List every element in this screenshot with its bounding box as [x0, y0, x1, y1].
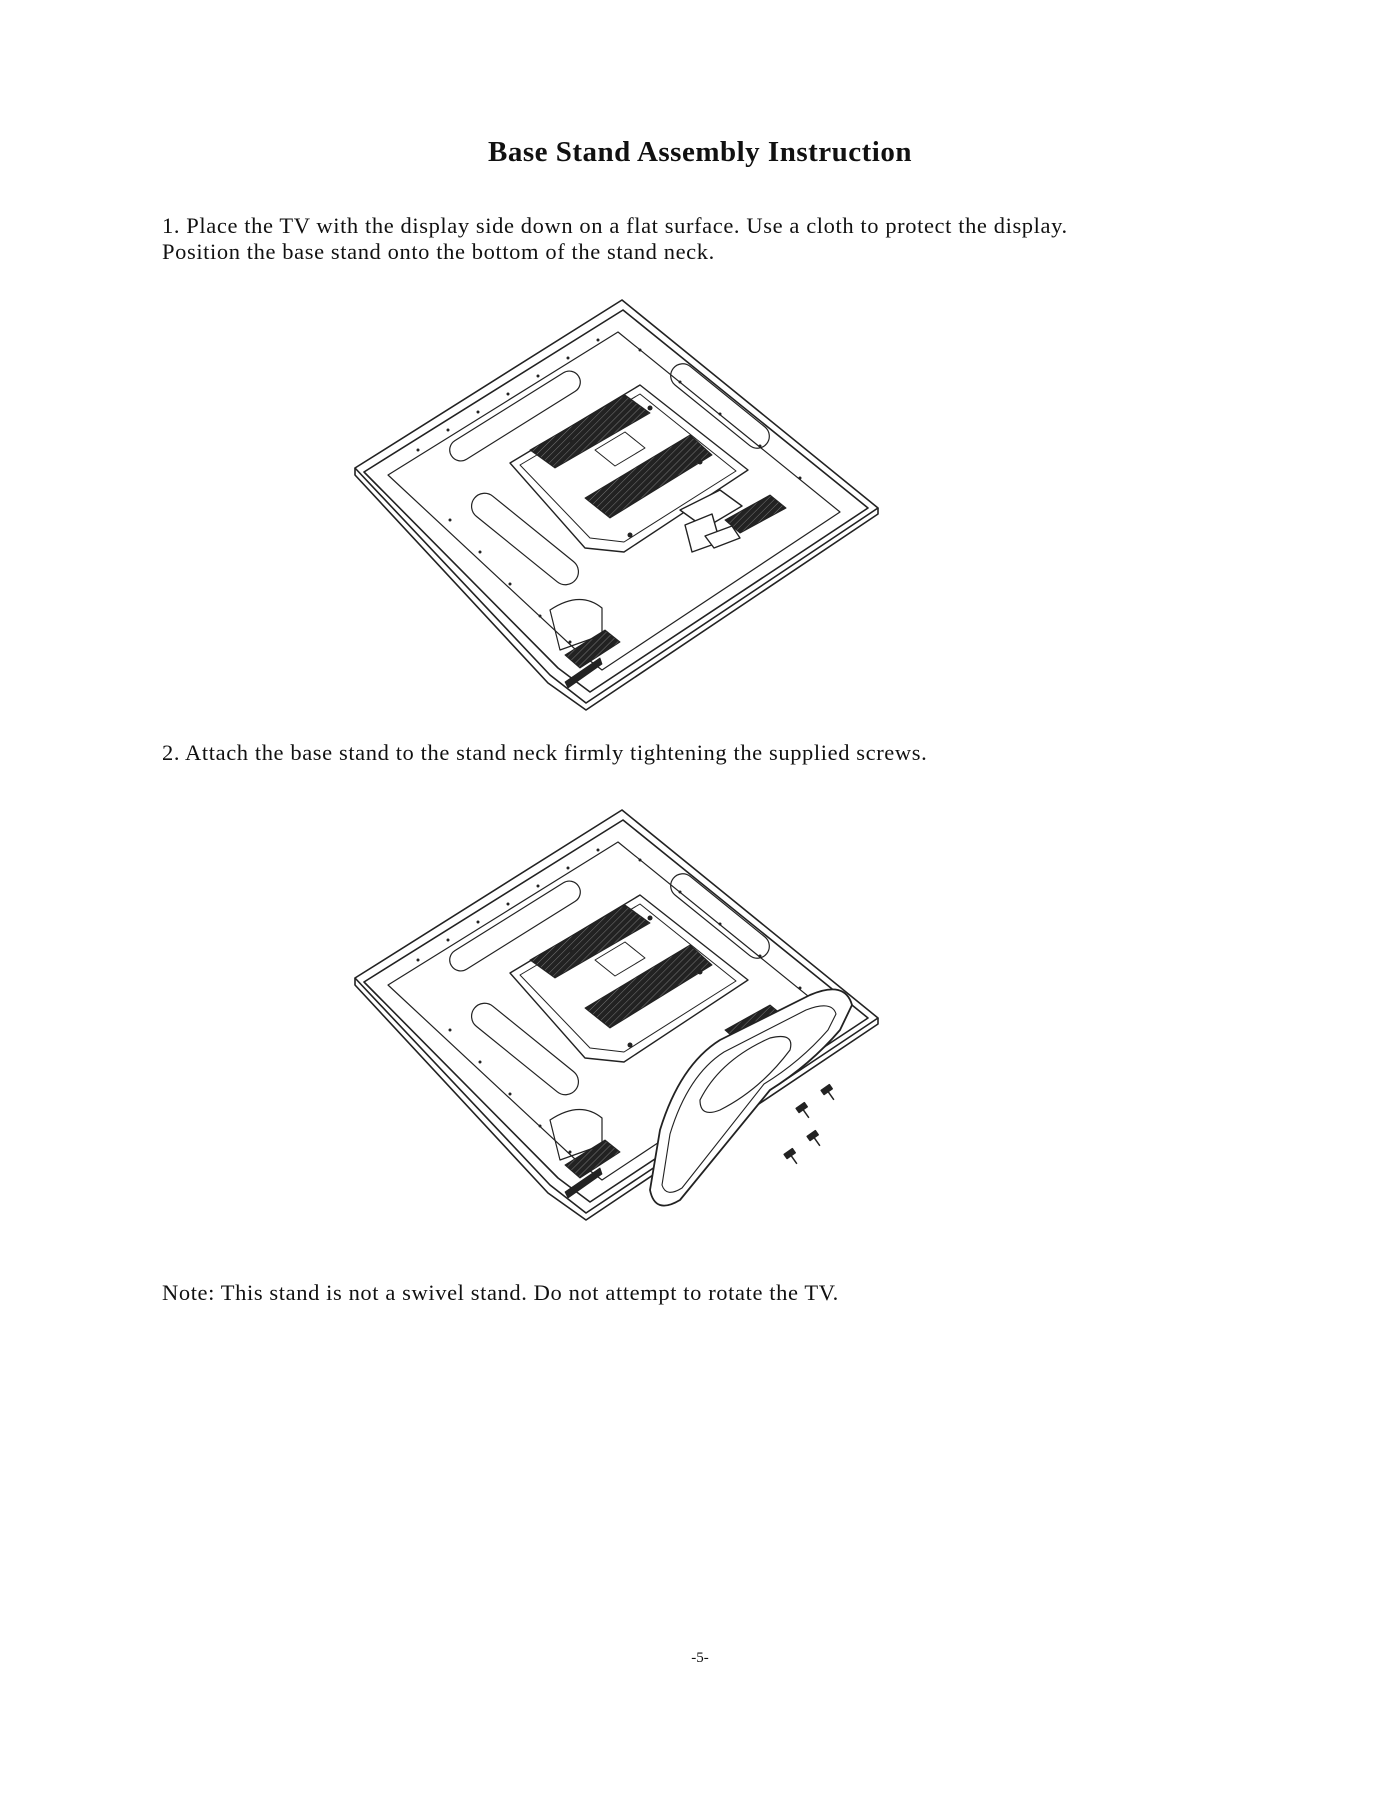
step-2-text: 2. Attach the base stand to the stand neck firmly tightening the supplied screws.: [162, 740, 928, 765]
tv-back-figure-1: [340, 290, 900, 710]
tv-back-with-stand-neck-icon: [340, 290, 900, 710]
step-1-line-1: 1. Place the TV with the display side down on a flat surface. Use a cloth to protect the display.: [162, 213, 1068, 238]
tv-back-with-base-stand-and-screws-icon: [340, 800, 900, 1220]
page-title: Base Stand Assembly Instruction: [488, 136, 912, 168]
note-text: Note: This stand is not a swivel stand. Do not attempt to rotate the TV.: [162, 1280, 839, 1305]
step-1-line-2: Position the base stand onto the bottom of the stand neck.: [162, 239, 715, 264]
tv-back-figure-2: [340, 800, 900, 1220]
step-1-text: [162, 213, 1068, 265]
page-number: -5-: [691, 1650, 709, 1666]
